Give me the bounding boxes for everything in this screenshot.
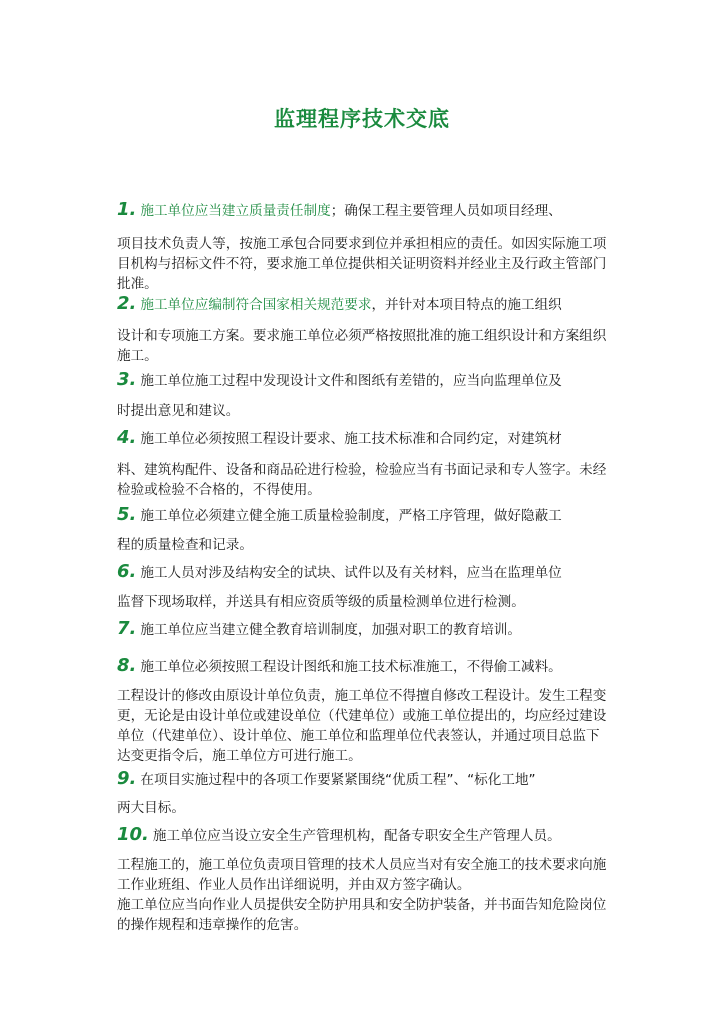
item-5-line1: 5. 施工单位必须建立健全施工质量检验制度，严格工序管理，做好隐蔽工 bbox=[117, 504, 562, 525]
item-2-body: 设计和专项施工方案。要求施工单位必须严格按照批准的施工组织设计和方案组织施工。 bbox=[117, 328, 607, 364]
item-8-line1: 8. 施工单位必须按照工程设计图纸和施工技术标准施工，不得偷工减料。 bbox=[117, 655, 562, 676]
item-7-line1: 7. 施工单位应当建立健全教育培训制度，加强对职工的教育培训。 bbox=[117, 618, 521, 639]
item-number: 1. bbox=[117, 199, 137, 220]
item-2-line1: 2. 施工单位应编制符合国家相关规范要求，并针对本项目特点的施工组织 bbox=[117, 293, 562, 314]
item-5-body: 程的质量检查和记录。 bbox=[117, 537, 253, 553]
item-number: 9. bbox=[117, 768, 137, 789]
item-number: 8. bbox=[117, 655, 137, 676]
item-number: 7. bbox=[117, 618, 137, 639]
item-1-line1: 1. 施工单位应当建立质量责任制度；确保工程主要管理人员如项目经理、 bbox=[117, 199, 562, 220]
item-1-body: 项目技术负责人等，按施工承包合同要求到位并承担相应的责任。如因实际施工项目机构与招标文件不符，要求施工单位提供相关证明资料并经业主及行政主管部门批准。 bbox=[117, 236, 607, 292]
item-number: 6. bbox=[117, 561, 137, 582]
item-6-body: 监督下现场取样，并送具有相应资质等级的质量检测单位进行检测。 bbox=[117, 594, 525, 610]
item-3-line1: 3. 施工单位施工过程中发现设计文件和图纸有差错的，应当向监理单位及 bbox=[117, 369, 562, 390]
item-highlight: 施工单位应当建立质量责任制度 bbox=[140, 203, 331, 219]
item-10-line1: 10. 施工单位应当设立安全生产管理机构，配备专职安全生产管理人员。 bbox=[117, 824, 561, 845]
item-highlight: 施工单位应编制符合国家相关规范要求 bbox=[140, 297, 372, 313]
item-3-body: 时提出意见和建议。 bbox=[117, 403, 240, 419]
item-6-line1: 6. 施工人员对涉及结构安全的试块、试件以及有关材料，应当在监理单位 bbox=[117, 561, 562, 582]
item-4-line1: 4. 施工单位必须按照工程设计要求、施工技术标准和合同约定，对建筑材 bbox=[117, 427, 562, 448]
item-number: 2. bbox=[117, 293, 137, 314]
item-10-body: 工程施工的，施工单位负责项目管理的技术人员应当对有安全施工的技术要求向施工作业班组、作业人员作出详细说明，并由双方签字确认。 bbox=[117, 857, 607, 893]
item-number: 3. bbox=[117, 369, 137, 390]
item-4-body: 料、建筑构配件、设备和商品砼进行检验，检验应当有书面记录和专人签字。未经检验或检验不合格的，不得使用。 bbox=[117, 462, 607, 498]
item-9-line1: 9. 在项目实施过程中的各项工作要紧紧围绕“优质工程”、“标化工地” bbox=[117, 768, 536, 789]
page-title: 监理程序技术交底 bbox=[274, 107, 450, 131]
item-number: 10. bbox=[117, 824, 149, 845]
item-number: 5. bbox=[117, 504, 137, 525]
item-number: 4. bbox=[117, 427, 137, 448]
item-10-extra: 施工单位应当向作业人员提供安全防护用具和安全防护装备，并书面告知危险岗位的操作规程和违章操作的危害。 bbox=[117, 897, 607, 933]
item-9-body: 两大目标。 bbox=[117, 800, 185, 816]
item-8-body: 工程设计的修改由原设计单位负责，施工单位不得擅自修改工程设计。发生工程变更，无论是由设计单位或建设单位（代建单位）或施工单位提出的，均应经过建设单位（代建单位）、设计单位、施工单位和监理单位代表签认，并通过项目总监下达变更指令后，施工单位方可进行施工。 bbox=[117, 688, 607, 764]
